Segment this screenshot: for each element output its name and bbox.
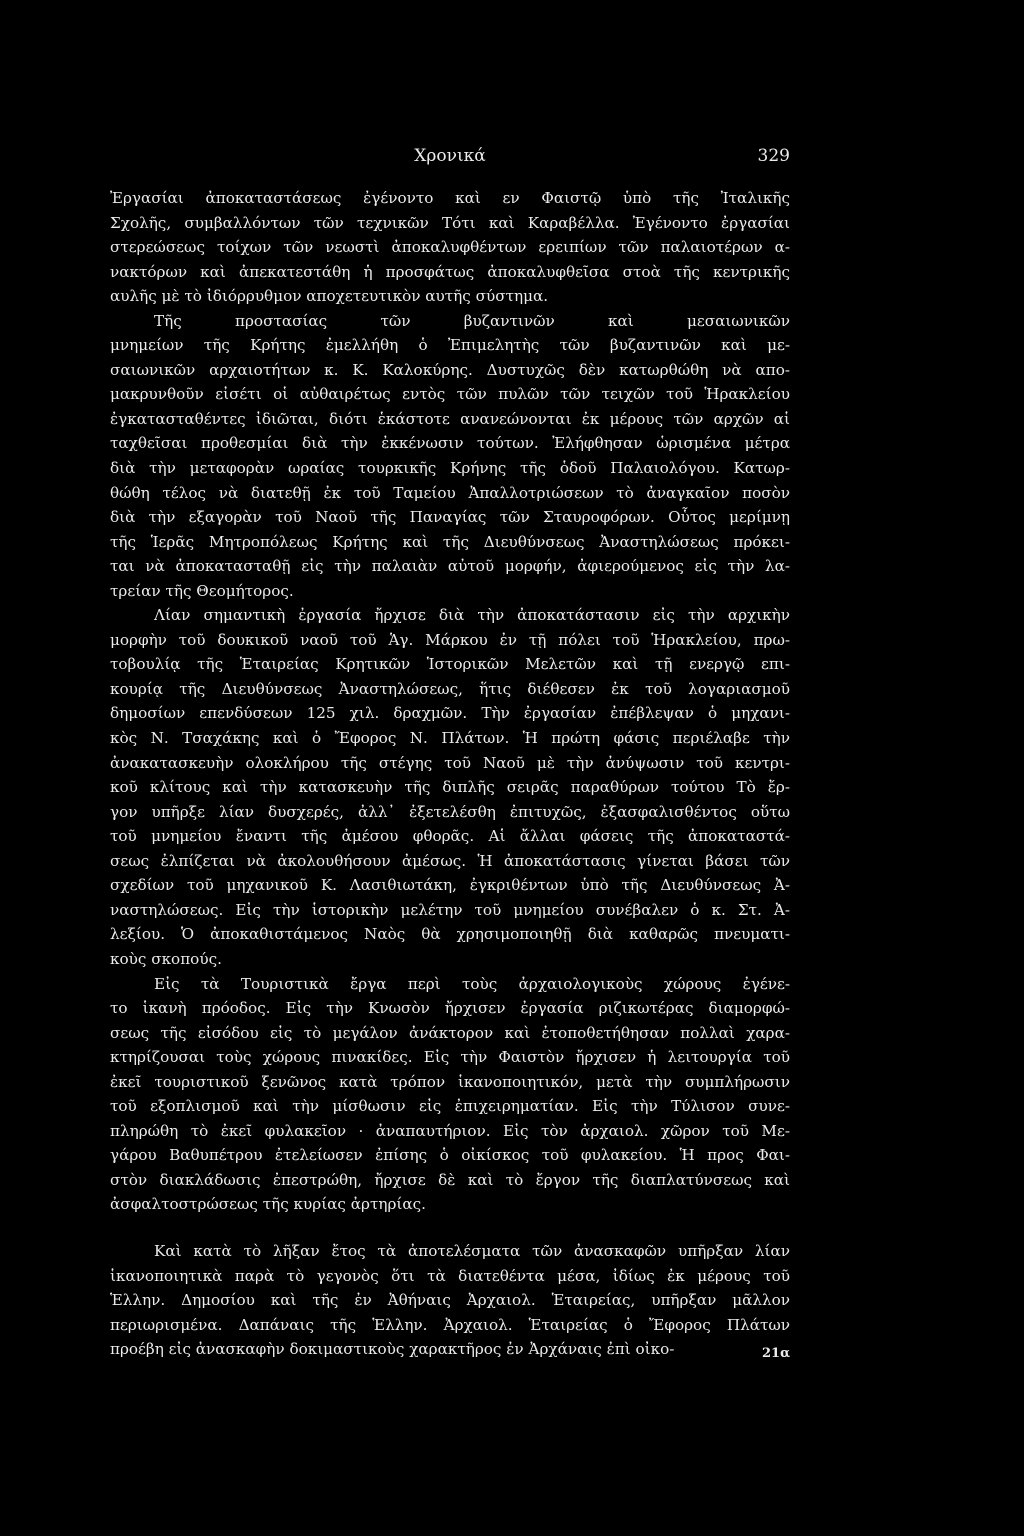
running-title: Χρονικά: [414, 146, 486, 166]
text-line: δημοσίων επενδύσεων 125 χιλ. δραχμῶν. Τὴν ἐργασίαν ἐπέβλεψαν ὁ μηχανι-: [110, 704, 790, 723]
page-number: 329: [757, 146, 790, 166]
paragraph: [110, 309, 790, 604]
text-line: σεως ἐλπίζεται νὰ ἀκολουθήσουν ἀμέσως. Ἡ ἀποκατάστασις γίνεται βάσει τῶν: [110, 851, 790, 870]
text-line: κτηρίζουσαι τοὺς χώρους πινακίδες. Εἰς τὴν Φαιστὸν ἤρχισεν ἡ λειτουργία τοῦ: [110, 1048, 790, 1067]
text-line: ται νὰ ἀποκατασταθῇ εἰς τὴν παλαιὰν αὐτοῦ μορφήν, ἀφιερούμενος εἰς τὴν λα-: [110, 557, 790, 576]
text-line: το ἱκανὴ πρόοδος. Εἰς τὴν Κνωσὸν ἤρχισεν ἐργασία ριζικωτέρας διαμορφώ-: [110, 999, 790, 1018]
text-line: Ἐργασίαι ἀποκαταστάσεως ἐγένοντο καὶ εν Φαιστῷ ὑπὸ τῆς Ἰταλικῆς: [110, 189, 790, 207]
text-line: Εἰς τὰ Τουριστικὰ ἔργα περὶ τοὺς ἀρχαιολογικοὺς χώρους ἐγένε-: [154, 974, 790, 993]
paragraph: [110, 186, 790, 309]
running-header: [110, 146, 790, 170]
text-line: μνημείων τῆς Κρήτης ἐμελλήθη ὁ Ἐπιμελητὴς τῶν βυζαντινῶν καὶ με-: [110, 336, 790, 355]
text-line: Ἑλλην. Δημοσίου καὶ τῆς ἐν Ἀθήναις Ἀρχαιολ. Ἑταιρείας, υπῆρξαν μᾶλλον: [110, 1291, 790, 1310]
text-line: προέβη εἰς ἀνασκαφὴν δοκιμαστικοὺς χαρακτῆρος ἐν Ἀρχάναις ἐπὶ οἰκο-: [110, 1340, 675, 1359]
text-line: ἀνακατασκευὴν ολοκλήρου τῆς στέγης τοῦ Ναοῦ μὲ τὴν ἀνύψωσιν τοῦ κεντρι-: [110, 753, 790, 772]
text-line: αυλῆς μὲ τὸ ἰδιόρρυθμον αποχετευτικὸν αυτῆς σύστημα.: [110, 287, 549, 306]
text-line: κουρίᾳ τῆς Διευθύνσεως Ἀναστηλώσεως, ἥτις διέθεσεν ἐκ τοῦ λογαριασμοῦ: [110, 679, 790, 698]
text-line: κοῦ κλίτους καὶ τὴν κατασκευὴν τῆς διπλῆς σειρᾶς παραθύρων τούτου Τὸ ἔρ-: [110, 778, 790, 797]
text-line: Λίαν σημαντικὴ ἐργασία ἤρχισε διὰ τὴν ἀποκατάστασιν εἰς τὴν αρχικὴν: [154, 606, 790, 625]
text-line: Καὶ κατὰ τὸ λῆξαν ἔτος τὰ ἀποτελέσματα τῶν ἀνασκαφῶν υπῆρξαν λίαν: [154, 1241, 790, 1260]
text-line: λεξίου. Ὁ ἀποκαθιστάμενος Ναὸς θὰ χρησιμοποιηθῇ διὰ καθαρῶς πνευματι-: [110, 925, 790, 944]
text-line: σχεδίων τοῦ μηχανικοῦ Κ. Λασιθιωτάκη, ἐγκριθέντων ὑπὸ τῆς Διευθύνσεως Ἀ-: [110, 876, 790, 895]
text-line: Σχολῆς, συμβαλλόντων τῶν τεχνικῶν Τότι καὶ Καραβέλλα. Ἐγένοντο ἐργασίαι: [110, 213, 790, 232]
text-line: σαιωνικῶν αρχαιοτήτων κ. Κ. Καλοκύρης. Δυστυχῶς δὲν κατωρθώθη νὰ απο-: [110, 360, 790, 379]
text-line: γον υπῆρξε λίαν δυσχερές, ἀλλ᾽ ἐξετελέσθη ἐπιτυχῶς, ἐξασφαλισθέντος οὕτω: [110, 802, 790, 821]
text-line: στὸν διακλάδωσις ἐπεστρώθη, ἤρχισε δὲ καὶ τὸ ἔργον τῆς διαπλατύνσεως καὶ: [110, 1170, 790, 1189]
paragraph: [110, 603, 790, 971]
text-line: στερεώσεως τοίχων τῶν νεωστὶ ἀποκαλυφθέντων ερειπίων τῶν παλαιοτέρων α-: [110, 238, 790, 257]
text-line: ἐκεῖ τουριστικοῦ ξενῶνος κατὰ τρόπον ἱκανοποιητικόν, μετὰ τὴν συμπλήρωσιν: [110, 1072, 790, 1091]
text-line: γάρου Βαθυπέτρου ἐτελείωσεν ἐπίσης ὁ οἰκίσκος τοῦ φυλακείου. Ἡ προς Φαι-: [110, 1146, 790, 1165]
text-line: σεως τῆς εἰσόδου εἰς τὸ μεγάλον ἀνάκτορον καὶ ἐτοποθετήθησαν πολλαὶ χαρα-: [110, 1023, 790, 1042]
text-line: νακτόρων καὶ ἀπεκατεστάθη ἡ προσφάτως ἀποκαλυφθεῖσα στοὰ τῆς κεντρικῆς: [110, 262, 790, 281]
text-line: τοῦ εξοπλισμοῦ καὶ τὴν μίσθωσιν εἰς ἐπιχειρηματίαν. Εἰς τὴν Τύλισον συνε-: [110, 1097, 790, 1116]
text-line: θώθη τέλος νὰ διατεθῇ ἐκ τοῦ Ταμείου Ἀπαλλοτριώσεων τὸ ἀναγκαῖον ποσὸν: [110, 483, 790, 502]
text-line: ναστηλώσεως. Εἰς τὴν ἱστορικὴν μελέτην τοῦ μνημείου συνέβαλεν ὁ κ. Στ. Ἀ-: [110, 900, 790, 919]
text-line: μακρυνθοῦν εἰσέτι οἱ αὐθαιρέτως εντὸς τῶν πυλῶν τῶν τειχῶν τοῦ Ἡρακλείου: [110, 385, 790, 404]
paragraph: [110, 972, 790, 1217]
text-line: κοὺς σκοπούς.: [110, 949, 222, 968]
text-line: Τῆς προστασίας τῶν βυζαντινῶν καὶ μεσαιωνικῶν: [154, 311, 790, 330]
text-line: ἱκανοποιητικὰ παρὰ τὸ γεγονὸς ὅτι τὰ διατεθέντα μέσα, ἰδίως ἐκ μέρους τοῦ: [110, 1266, 790, 1285]
text-line: κὸς Ν. Τσαχάκης καὶ ὁ Ἔφορος Ν. Πλάτων. Ἡ πρώτη φάσις περιέλαβε τὴν: [110, 729, 790, 748]
text-line: πληρώθη τὸ ἐκεῖ φυλακεῖον · ἀναπαυτήριον. Εἰς τὸν ἀρχαιολ. χῶρον τοῦ Με-: [110, 1121, 790, 1140]
text-line: διὰ τὴν μεταφορὰν ωραίας τουρκικῆς Κρήνης τῆς ὁδοῦ Παλαιολόγου. Κατωρ-: [110, 459, 790, 478]
text-line: ἀσφαλτοστρώσεως τῆς κυρίας ἀρτηρίας.: [110, 1195, 426, 1214]
text-line: τρείαν τῆς Θεομήτορος.: [110, 581, 294, 600]
text-line: μορφὴν τοῦ δουκικοῦ ναοῦ τοῦ Ἁγ. Μάρκου ἐν τῇ πόλει τοῦ Ἡρακλείου, πρω-: [110, 630, 790, 649]
text-line: ἐγκατασταθέντες ἰδιῶται, διότι ἑκάστοτε ανανεώνονται ἐκ μέρους τῶν αρχῶν αἱ: [110, 409, 790, 428]
text-line: περιωρισμένα. Δαπάναις τῆς Ἑλλην. Ἀρχαιολ. Ἑταιρείας ὁ Ἔφορος Πλάτων: [110, 1315, 790, 1334]
text-line: τοῦ μνημείου ἔναντι τῆς ἀμέσου φθορᾶς. Αἱ ἄλλαι φάσεις τῆς ἀποκαταστά-: [110, 827, 790, 846]
body-text: [110, 186, 790, 1362]
text-line: τῆς Ἱερᾶς Μητροπόλεως Κρήτης καὶ τῆς Διευθύνσεως Ἀναστηλώσεως πρόκει-: [110, 532, 790, 551]
text-line: ταχθεῖσαι προθεσμίαι διὰ τὴν ἐκκένωσιν τούτων. Ἐλήφθησαν ὡρισμένα μέτρα: [110, 434, 790, 453]
paragraph-gap: [110, 1217, 790, 1239]
paragraph: [110, 1239, 790, 1362]
text-line: διὰ τὴν εξαγορὰν τοῦ Ναοῦ τῆς Παναγίας τῶν Σταυροφόρων. Οὗτος μερίμνῃ: [110, 508, 790, 527]
signature-mark: 21α: [762, 1346, 791, 1361]
text-line: τοβουλίᾳ τῆς Ἑταιρείας Κρητικῶν Ἱστορικῶν Μελετῶν καὶ τῇ ενεργῷ επι-: [110, 655, 790, 674]
